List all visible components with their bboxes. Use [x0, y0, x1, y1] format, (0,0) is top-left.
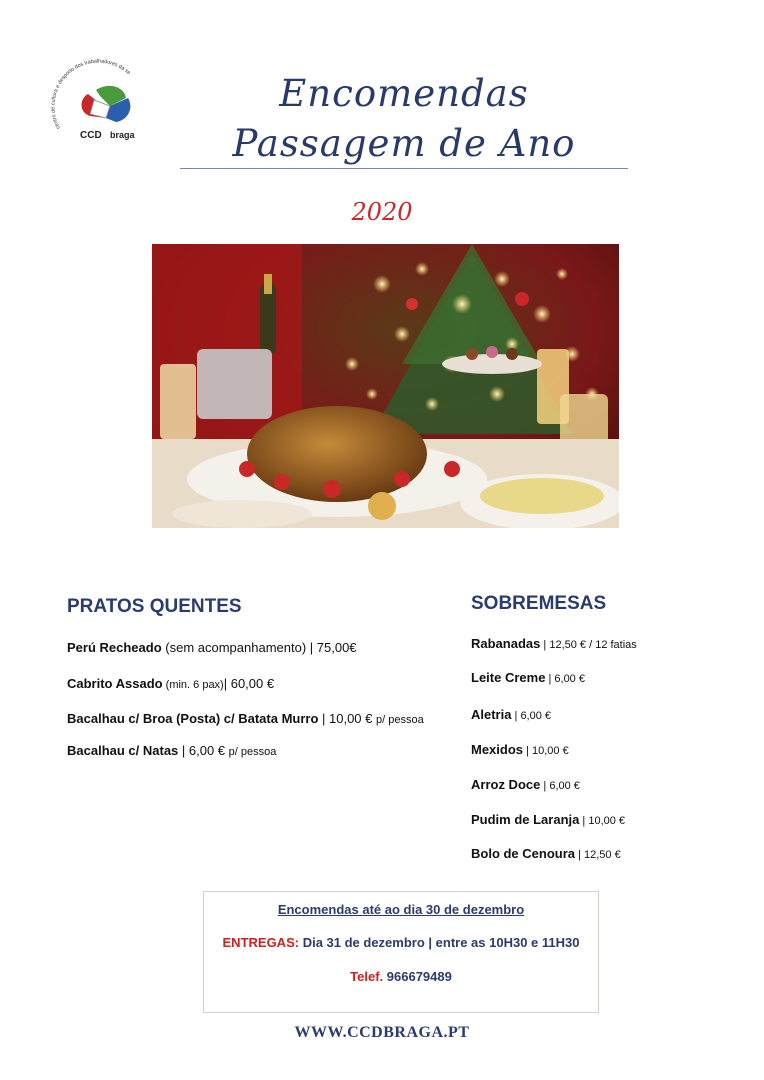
- menu-item: [67, 676, 274, 691]
- dessert-item: [471, 777, 580, 792]
- item-name: Pudim de Laranja: [471, 812, 580, 827]
- item-price: | 6,00 €: [511, 710, 552, 722]
- item-name: Aletria: [471, 707, 512, 722]
- delivery-text: Dia 31 de dezembro | entre as 10H30 e 11H30: [299, 935, 580, 950]
- item-price: | 6,00 €: [178, 743, 229, 758]
- item-name: Rabanadas: [471, 636, 541, 651]
- logo-wordmark-ccd: CCD: [80, 130, 102, 141]
- menu-item: [67, 743, 276, 758]
- item-name: Bacalhau c/ Natas: [67, 743, 179, 758]
- phone-label: Telef.: [350, 969, 384, 984]
- menu-item: [67, 640, 357, 655]
- dessert-item: [471, 670, 585, 685]
- item-name: Bolo de Cenoura: [471, 846, 576, 861]
- item-price: | 10,00 €: [579, 815, 626, 827]
- phone-info: [204, 969, 598, 984]
- logo-arc-text: centro de cultura e desporto dos trabalhadores da se: [50, 58, 132, 130]
- item-price: | 6,00 €: [545, 673, 585, 685]
- page-title-line2: Passagem de Ano: [232, 122, 576, 165]
- photo-illustration: [152, 244, 619, 528]
- order-info-box: [203, 891, 599, 1013]
- menu-item: [67, 711, 424, 726]
- item-price: | 60,00 €: [223, 676, 275, 691]
- item-price: | 10,00 €: [523, 745, 569, 757]
- dessert-item: [471, 742, 569, 757]
- festive-dinner-photo: [152, 244, 619, 528]
- item-price: | 6,00 €: [540, 780, 580, 792]
- item-name: Mexidos: [471, 742, 524, 757]
- item-price: | 12,50 €: [575, 849, 621, 861]
- item-name: Cabrito Assado: [67, 676, 163, 691]
- item-price: | 75,00€: [306, 640, 357, 655]
- phone-number: 966679489: [383, 969, 452, 984]
- item-name: Arroz Doce: [471, 777, 541, 792]
- title-divider: [180, 168, 628, 169]
- item-name: Perú Recheado: [67, 640, 162, 655]
- item-extra: p/ pessoa: [376, 714, 424, 726]
- pratos-quentes-title: PRATOS QUENTES: [67, 596, 242, 617]
- order-deadline: Encomendas até ao dia 30 de dezembro: [277, 902, 525, 917]
- website-link[interactable]: WWW.CCDBRAGA.PT: [294, 1024, 470, 1041]
- dessert-item: [471, 707, 551, 722]
- dessert-item: [471, 846, 621, 861]
- dessert-item: [471, 812, 625, 827]
- delivery-label: ENTREGAS:: [222, 935, 300, 950]
- delivery-info: [204, 935, 598, 950]
- item-price: | 12,50 € / 12 fatias: [540, 639, 637, 651]
- page-title-line1: Encomendas: [279, 72, 529, 115]
- item-note: (min. 6 pax): [162, 679, 224, 691]
- dessert-item: [471, 636, 637, 651]
- item-note: (sem acompanhamento): [161, 640, 307, 655]
- ccd-braga-logo: [50, 58, 150, 148]
- ccd-logo-icon: [50, 58, 150, 148]
- item-extra: p/ pessoa: [228, 746, 277, 758]
- logo-wordmark-braga: braga: [110, 130, 135, 140]
- item-price: | 10,00 €: [318, 711, 376, 726]
- sobremesas-title: SOBREMESAS: [471, 593, 607, 614]
- item-name: Leite Creme: [471, 670, 546, 685]
- year-label: 2020: [351, 198, 413, 226]
- item-name: Bacalhau c/ Broa (Posta) c/ Batata Murro: [67, 711, 319, 726]
